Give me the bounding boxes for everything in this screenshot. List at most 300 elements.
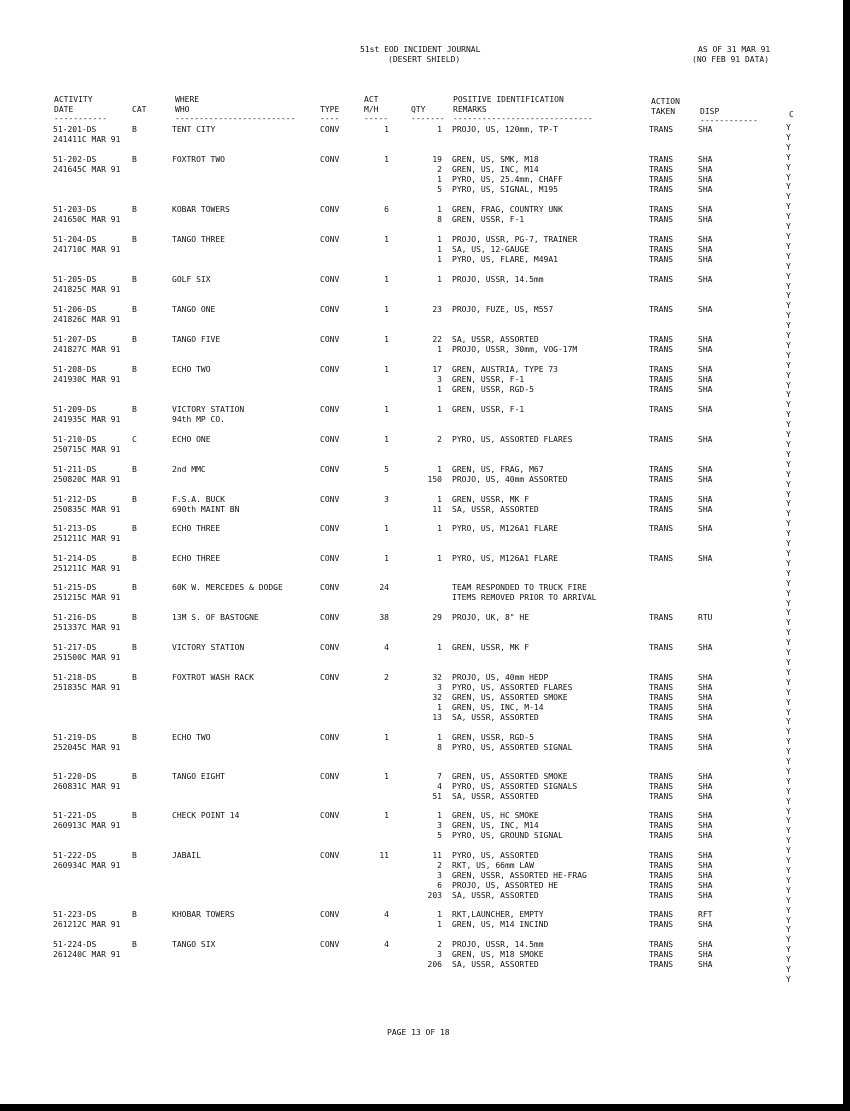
mh-value: 1 <box>384 554 389 563</box>
disp-cell <box>698 940 743 970</box>
qty-value: 2 <box>437 940 442 949</box>
col-qty-rule: ------- <box>411 114 445 123</box>
disp-value: SHA <box>698 733 713 742</box>
disp-cell <box>698 851 743 901</box>
action-value: TRANS <box>649 165 674 174</box>
mh-cell <box>365 405 389 415</box>
cat-value: B <box>132 940 137 949</box>
mh-cell <box>365 495 389 505</box>
col-positive-line1: POSITIVE IDENTIFICATION <box>453 95 564 104</box>
qty-value: 19 <box>432 155 442 164</box>
disp-cell <box>698 495 743 515</box>
action-value: TRANS <box>649 385 674 394</box>
qty-cell <box>412 205 442 225</box>
remarks-line: ITEMS REMOVED PRIOR TO ARRIVAL <box>452 593 597 602</box>
where-cell <box>172 673 317 683</box>
mh-cell <box>365 733 389 743</box>
disp-value: SHA <box>698 155 713 164</box>
action-value: TRANS <box>649 375 674 384</box>
remarks-line: PROJO, USSR, PG-7, TRAINER <box>452 235 578 244</box>
action-value: TRANS <box>649 245 674 254</box>
remarks-line: GREN, USSR, RGD-5 <box>452 385 534 394</box>
mh-cell <box>365 940 389 950</box>
action-value: TRANS <box>649 643 674 652</box>
where-cell <box>172 524 317 534</box>
c-mark: Y <box>786 252 791 261</box>
where-line: FOXTROT TWO <box>172 155 225 164</box>
action-value: TRANS <box>649 910 674 919</box>
disp-value: SHA <box>698 435 713 444</box>
remarks-line: PYRO, US, GROUND SIGNAL <box>452 831 563 840</box>
activity-date: 251337C MAR 91 <box>53 623 121 632</box>
mh-cell <box>365 910 389 920</box>
activity-date: 260934C MAR 91 <box>53 861 121 870</box>
cat-cell <box>132 465 144 475</box>
action-value: TRANS <box>649 435 674 444</box>
disp-cell <box>698 405 743 415</box>
activity-cell <box>53 940 133 960</box>
c-mark: Y <box>786 559 791 568</box>
remarks-line: GREN, US, M18 SMOKE <box>452 950 544 959</box>
where-line: TANGO ONE <box>172 305 216 314</box>
type-value: CONV <box>320 205 340 214</box>
c-mark: Y <box>786 608 791 617</box>
where-line: ECHO ONE <box>172 435 211 444</box>
cat-cell <box>132 524 144 534</box>
remarks-line: PYRO, US, ASSORTED FLARES <box>452 435 573 444</box>
activity-cell <box>53 524 133 544</box>
action-cell <box>649 495 694 515</box>
cat-value: B <box>132 613 137 622</box>
remarks-line: PYRO, US, SIGNAL, M195 <box>452 185 558 194</box>
c-mark: Y <box>786 836 791 845</box>
remarks-cell <box>452 305 647 315</box>
activity-date: 241935C MAR 91 <box>53 415 121 424</box>
action-value: TRANS <box>649 275 674 284</box>
disp-value: SHA <box>698 554 713 563</box>
c-mark: Y <box>786 658 791 667</box>
c-mark: Y <box>786 787 791 796</box>
disp-value: SHA <box>698 375 713 384</box>
c-mark: Y <box>786 955 791 964</box>
journal-title: 51st EOD INCIDENT JOURNAL <box>360 45 481 54</box>
c-mark: Y <box>786 727 791 736</box>
action-cell <box>649 205 694 225</box>
disp-value: SHA <box>698 345 713 354</box>
activity-cell <box>53 554 133 574</box>
mh-value: 2 <box>384 673 389 682</box>
disp-value: SHA <box>698 125 713 134</box>
activity-date: 241710C MAR 91 <box>53 245 121 254</box>
mh-cell <box>365 335 389 345</box>
c-mark: Y <box>786 331 791 340</box>
disp-value: SHA <box>698 831 713 840</box>
activity-date: 241827C MAR 91 <box>53 345 121 354</box>
action-value: TRANS <box>649 345 674 354</box>
cat-cell <box>132 125 144 135</box>
activity-id: 51-219-DS <box>53 733 97 742</box>
type-value: CONV <box>320 155 340 164</box>
mh-value: 1 <box>384 405 389 414</box>
qty-value: 1 <box>437 275 442 284</box>
c-mark: Y <box>786 539 791 548</box>
action-value: TRANS <box>649 792 674 801</box>
qty-value: 1 <box>437 385 442 394</box>
action-cell <box>649 811 694 841</box>
qty-cell <box>412 673 442 723</box>
qty-value: 1 <box>437 495 442 504</box>
activity-id: 51-217-DS <box>53 643 97 652</box>
type-value: CONV <box>320 583 340 592</box>
c-mark: Y <box>786 856 791 865</box>
qty-value <box>412 583 442 593</box>
c-mark: Y <box>786 519 791 528</box>
qty-value: 1 <box>437 245 442 254</box>
where-line: KOBAR TOWERS <box>172 205 230 214</box>
c-mark: Y <box>786 767 791 776</box>
c-mark: Y <box>786 579 791 588</box>
type-value: CONV <box>320 405 340 414</box>
mh-value: 3 <box>384 495 389 504</box>
qty-value: 1 <box>437 643 442 652</box>
activity-cell <box>53 305 133 325</box>
activity-date: 250835C MAR 91 <box>53 505 121 514</box>
c-mark: Y <box>786 282 791 291</box>
remarks-line: GREN, US, INC, M14 <box>452 165 539 174</box>
where-line: FOXTROT WASH RACK <box>172 673 254 682</box>
c-mark: Y <box>786 490 791 499</box>
qty-value: 1 <box>437 811 442 820</box>
disp-cell <box>698 772 743 802</box>
disp-cell <box>698 554 743 564</box>
disp-value: SHA <box>698 305 713 314</box>
activity-cell <box>53 643 133 663</box>
disp-cell <box>698 365 743 395</box>
c-mark: Y <box>786 163 791 172</box>
where-line: JABAIL <box>172 851 201 860</box>
where-line: TANGO THREE <box>172 235 225 244</box>
action-value: TRANS <box>649 861 674 870</box>
type-value: CONV <box>320 613 340 622</box>
where-cell <box>172 275 317 285</box>
col-type: TYPE <box>320 105 340 114</box>
mh-value: 1 <box>384 235 389 244</box>
qty-value: 22 <box>432 335 442 344</box>
c-mark: Y <box>786 638 791 647</box>
remarks-line: GREN, US, HC SMOKE <box>452 811 539 820</box>
type-cell <box>320 673 360 683</box>
disp-value: SHA <box>698 920 713 929</box>
disp-value <box>698 583 743 593</box>
action-cell <box>649 365 694 395</box>
qty-value: 1 <box>437 345 442 354</box>
disp-cell <box>698 275 743 285</box>
remarks-cell <box>452 495 647 515</box>
cat-cell <box>132 435 144 445</box>
qty-value: 2 <box>437 435 442 444</box>
activity-id: 51-212-DS <box>53 495 97 504</box>
action-value: TRANS <box>649 743 674 752</box>
mh-value: 4 <box>384 940 389 949</box>
qty-value: 7 <box>437 772 442 781</box>
remarks-line: PROJO, USSR, 14.5mm <box>452 940 544 949</box>
c-mark: Y <box>786 906 791 915</box>
cat-cell <box>132 275 144 285</box>
action-value: TRANS <box>649 831 674 840</box>
disp-value: SHA <box>698 782 713 791</box>
qty-value: 1 <box>437 255 442 264</box>
action-value: TRANS <box>649 175 674 184</box>
activity-cell <box>53 335 133 355</box>
type-value: CONV <box>320 554 340 563</box>
remarks-line: RKT, US, 66mm LAW <box>452 861 534 870</box>
action-value: TRANS <box>649 475 674 484</box>
c-mark: Y <box>786 965 791 974</box>
action-cell <box>649 465 694 485</box>
qty-value: 3 <box>437 683 442 692</box>
type-cell <box>320 235 360 245</box>
remarks-line: GREN, US, FRAG, M67 <box>452 465 544 474</box>
mh-cell <box>365 365 389 375</box>
remarks-cell <box>452 643 647 653</box>
type-cell <box>320 811 360 821</box>
disp-cell <box>698 435 743 445</box>
disp-value: SHA <box>698 275 713 284</box>
action-value: TRANS <box>649 215 674 224</box>
activity-id: 51-203-DS <box>53 205 97 214</box>
where-cell <box>172 305 317 315</box>
cat-cell <box>132 583 144 593</box>
col-where-line1: WHERE <box>175 95 200 104</box>
action-value: TRANS <box>649 782 674 791</box>
disp-value: SHA <box>698 792 713 801</box>
action-value: TRANS <box>649 891 674 900</box>
where-cell <box>172 851 317 861</box>
col-act-line1: ACT <box>364 95 379 104</box>
disp-value: RTU <box>698 613 713 622</box>
cat-cell <box>132 305 144 315</box>
activity-cell <box>53 495 133 515</box>
where-cell <box>172 155 317 165</box>
disp-cell <box>698 643 743 653</box>
type-cell <box>320 851 360 861</box>
disp-value: SHA <box>698 713 713 722</box>
action-value: TRANS <box>649 851 674 860</box>
where-cell <box>172 235 317 245</box>
activity-cell <box>53 583 133 603</box>
mh-value: 6 <box>384 205 389 214</box>
disp-value: SHA <box>698 335 713 344</box>
qty-value: 3 <box>437 871 442 880</box>
cat-value: B <box>132 910 137 919</box>
mh-value: 4 <box>384 910 389 919</box>
scan-border-bottom <box>0 1104 850 1111</box>
where-cell <box>172 435 317 445</box>
qty-value: 1 <box>437 235 442 244</box>
disp-cell <box>698 465 743 485</box>
type-value: CONV <box>320 910 340 919</box>
action-value: TRANS <box>649 613 674 622</box>
qty-cell <box>412 811 442 841</box>
mh-value: 38 <box>379 613 389 622</box>
cat-value: B <box>132 365 137 374</box>
mh-value: 1 <box>384 365 389 374</box>
type-cell <box>320 772 360 782</box>
cat-cell <box>132 554 144 564</box>
disp-cell <box>698 155 743 195</box>
c-mark: Y <box>786 975 791 984</box>
remarks-line: RKT,LAUNCHER, EMPTY <box>452 910 544 919</box>
disp-value: SHA <box>698 643 713 652</box>
cat-cell <box>132 335 144 345</box>
disp-cell <box>698 613 743 623</box>
c-mark: Y <box>786 896 791 905</box>
c-mark: Y <box>786 400 791 409</box>
mh-cell <box>365 643 389 653</box>
activity-id: 51-214-DS <box>53 554 97 563</box>
type-value: CONV <box>320 305 340 314</box>
type-value: CONV <box>320 465 340 474</box>
where-line: ECHO TWO <box>172 733 211 742</box>
qty-value: 5 <box>437 831 442 840</box>
activity-id: 51-206-DS <box>53 305 97 314</box>
type-cell <box>320 583 360 593</box>
mh-cell <box>365 554 389 564</box>
remarks-line: PYRO, US, 25.4mm, CHAFF <box>452 175 563 184</box>
cat-value: B <box>132 851 137 860</box>
activity-cell <box>53 275 133 295</box>
qty-value: 3 <box>437 950 442 959</box>
action-cell <box>649 554 694 564</box>
qty-cell <box>412 940 442 970</box>
where-line: 60K W. MERCEDES & DODGE <box>172 583 283 592</box>
activity-date: 251835C MAR 91 <box>53 683 121 692</box>
qty-value: 8 <box>437 215 442 224</box>
action-cell <box>649 335 694 355</box>
where-cell <box>172 583 317 593</box>
remarks-line: PYRO, US, M126A1 FLARE <box>452 524 558 533</box>
disp-cell <box>698 205 743 225</box>
disp-value: SHA <box>698 811 713 820</box>
mh-value: 1 <box>384 125 389 134</box>
disp-value: SHA <box>698 881 713 890</box>
qty-value: 203 <box>427 891 442 900</box>
remarks-line: GREN, USSR, MK F <box>452 495 530 504</box>
activity-id: 51-204-DS <box>53 235 97 244</box>
c-mark: Y <box>786 262 791 271</box>
type-value: CONV <box>320 335 340 344</box>
mh-value: 1 <box>384 275 389 284</box>
col-activity-rule: ----------- <box>54 114 107 123</box>
type-value: CONV <box>320 235 340 244</box>
cat-cell <box>132 673 144 683</box>
remarks-line: GREN, US, INC, M-14 <box>452 703 544 712</box>
qty-cell <box>412 851 442 901</box>
c-mark: Y <box>786 291 791 300</box>
col-action-line1: ACTION <box>651 97 680 106</box>
remarks-line: PROJO, USSR, 14.5mm <box>452 275 544 284</box>
disp-value: SHA <box>698 505 713 514</box>
c-mark: Y <box>786 826 791 835</box>
activity-date: 250820C MAR 91 <box>53 475 121 484</box>
qty-value: 32 <box>432 673 442 682</box>
col-act-line2: M/H <box>364 105 379 114</box>
where-line: ECHO THREE <box>172 524 221 533</box>
type-cell <box>320 275 360 285</box>
type-value: CONV <box>320 365 340 374</box>
activity-id: 51-216-DS <box>53 613 97 622</box>
cat-cell <box>132 365 144 375</box>
cat-value: B <box>132 405 137 414</box>
cat-value: B <box>132 235 137 244</box>
c-mark: Y <box>786 381 791 390</box>
c-mark: Y <box>786 420 791 429</box>
where-cell <box>172 125 317 135</box>
col-where-rule: ------------------------- <box>175 114 296 123</box>
where-cell <box>172 910 317 920</box>
where-cell <box>172 811 317 821</box>
qty-value: 1 <box>437 405 442 414</box>
c-mark: Y <box>786 628 791 637</box>
activity-cell <box>53 365 133 385</box>
qty-value: 150 <box>427 475 442 484</box>
action-cell <box>649 851 694 901</box>
cat-cell <box>132 811 144 821</box>
remarks-cell <box>452 524 647 534</box>
c-mark: Y <box>786 866 791 875</box>
cat-cell <box>132 910 144 920</box>
journal-subtitle: (DESERT SHIELD) <box>388 55 461 64</box>
activity-date: 250715C MAR 91 <box>53 445 121 454</box>
action-value: TRANS <box>649 205 674 214</box>
type-cell <box>320 465 360 475</box>
where-cell <box>172 733 317 743</box>
qty-value: 32 <box>432 693 442 702</box>
remarks-cell <box>452 673 647 723</box>
where-line: TANGO FIVE <box>172 335 221 344</box>
type-value: CONV <box>320 940 340 949</box>
mh-value: 24 <box>379 583 389 592</box>
action-cell <box>649 235 694 265</box>
mh-cell <box>365 305 389 315</box>
disp-value: SHA <box>698 851 713 860</box>
mh-cell <box>365 851 389 861</box>
activity-date: 241930C MAR 91 <box>53 375 121 384</box>
activity-id: 51-215-DS <box>53 583 97 592</box>
qty-value: 29 <box>432 613 442 622</box>
where-line: TENT CITY <box>172 125 216 134</box>
where-line: 94th MP CO. <box>172 415 225 424</box>
mh-cell <box>365 125 389 135</box>
action-value: TRANS <box>649 185 674 194</box>
cat-cell <box>132 155 144 165</box>
activity-cell <box>53 155 133 175</box>
action-value: TRANS <box>649 733 674 742</box>
qty-cell <box>412 275 442 285</box>
c-mark: Y <box>786 618 791 627</box>
c-mark: Y <box>786 143 791 152</box>
remarks-line: PROJO, UK, 8" HE <box>452 613 530 622</box>
qty-cell <box>412 613 442 623</box>
where-cell <box>172 554 317 564</box>
remarks-cell <box>452 335 647 355</box>
c-mark: Y <box>786 480 791 489</box>
cat-value: B <box>132 155 137 164</box>
disp-cell <box>698 125 743 135</box>
type-value: CONV <box>320 275 340 284</box>
remarks-cell <box>452 275 647 285</box>
remarks-cell <box>452 405 647 415</box>
